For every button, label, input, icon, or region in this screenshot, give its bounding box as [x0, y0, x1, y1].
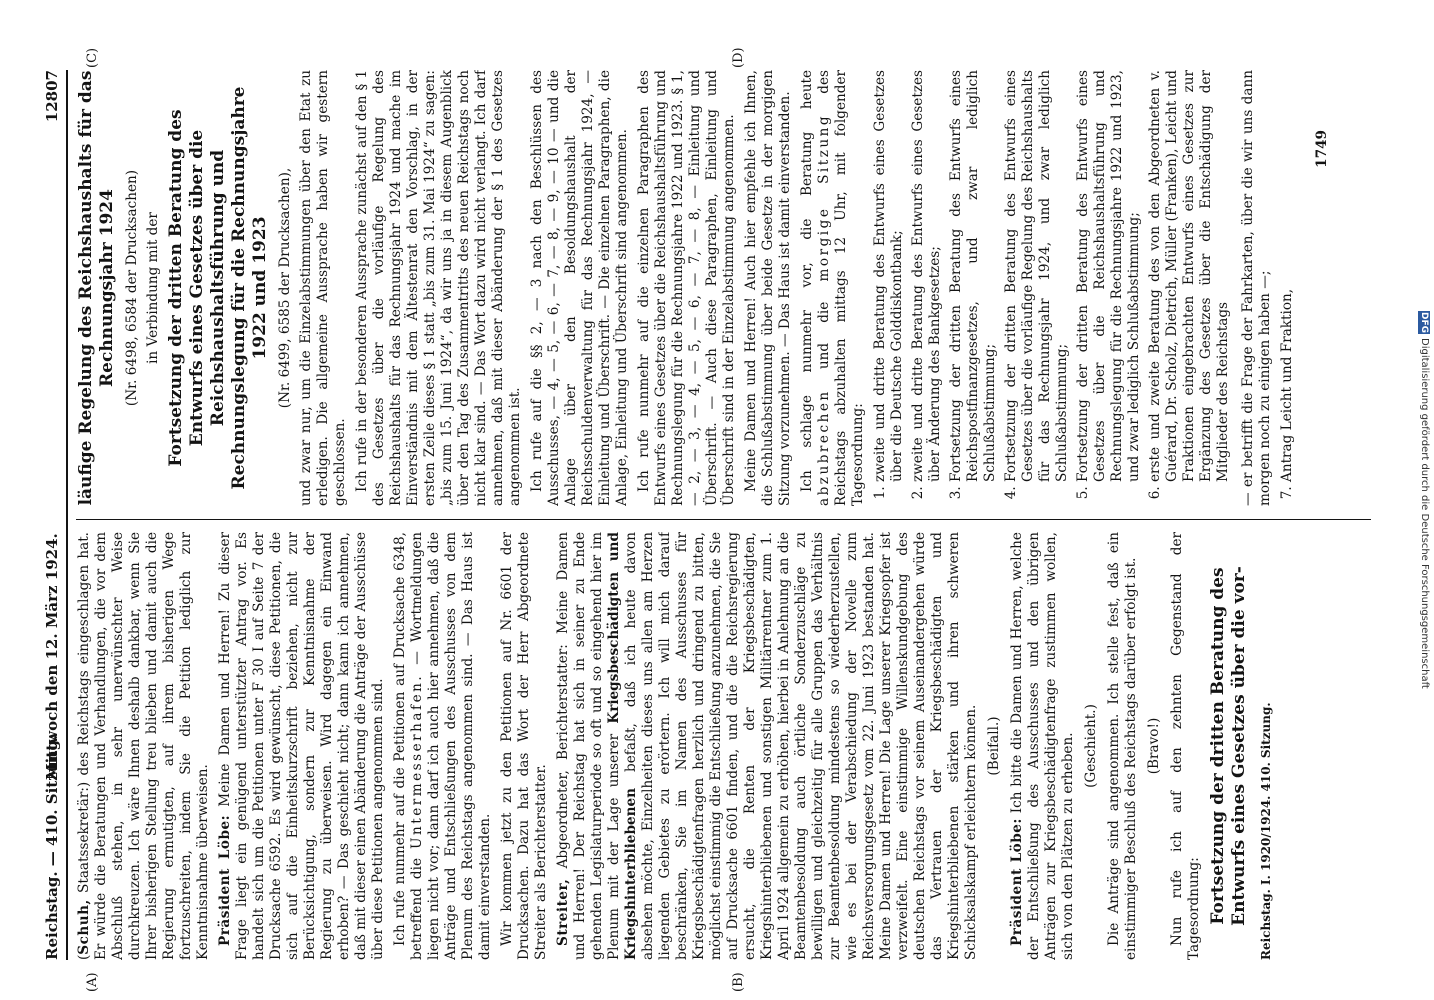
speaker-name: Präsident Löbe:: [1009, 818, 1025, 946]
emphasized-text: Untermesserhafen.: [409, 673, 425, 849]
paragraph-text: Die Anträge sind angenommen. Ich stelle fest, daß ein einstimmiger Beschluß des Reichstags darüber erfolgt ist.: [1106, 532, 1139, 960]
margin-mark-b: (B): [731, 972, 746, 992]
emphasized-text: Kriegsbeschädigten und Kriegshinterbliebenen: [606, 532, 639, 960]
interjection: (Bravo!): [1146, 717, 1162, 775]
agenda-item: 4. Fortsetzung der dritten Beratung des Entwurfs eines Gesetzes über die vorläufige Regelung des Reichshaushalts für das Rechnungsjahr 1924, und zwar lediglich Schlußabstimmung;: [1003, 70, 1071, 482]
paragraph-text: und die: [816, 301, 832, 370]
paragraph-text: Nun rufe ich auf den zehnten Gegenstand der Tagesordnung:: [1169, 532, 1202, 960]
footer: Reichstag. I. 1920/1924. 410. Sitzung.: [1259, 702, 1273, 960]
header-date: Mittwoch den 12. März 1924.: [43, 533, 61, 780]
paragraph-text: Ich bitte die Damen und Herren, welche der Entschließung des Ausschusses und den übrigen Anträgen zur Kriegsbeschädigtenfrage zustimmen wollen, sich von den Plätzen zu erheben.: [1009, 532, 1076, 960]
paragraph: Ich rufe auf die §§ 2, — 3 nach den Beschlüssen des Ausschusses, — 4, — 5, — 6, — 7, — 8, — 9, — 10 — und die Anlage über den Besoldungshaushalt der Reichsschuldenverwaltung für das Rechnungsjahr 1924, — Einleitung und Überschrift. — Die einzelnen Paragraphen, die Anlage, Einleitung und Überschrift sind angenommen.: [529, 70, 630, 506]
digitization-text: Digitalisierung gefördert durch die Deutsche Forschungsgemeinschaft: [1419, 338, 1430, 689]
paragraph: [392, 532, 494, 960]
emphasized-text: abzubrechen: [816, 389, 832, 506]
page-number: 12807: [43, 70, 61, 123]
agenda-title: Fortsetzung der dritten Beratung des Entwurfs eines Gesetzes über die vor-: [1208, 566, 1249, 926]
column-rule: [76, 519, 1371, 520]
agenda-subtitle: in Verbindung mit der: [145, 212, 161, 364]
paragraph-text: Ich rufe nunmehr auf die Petitionen auf Drucksache 6348, betreffend die: [392, 532, 425, 960]
agenda-item: 3. Fortsetzung der dritten Beratung des Entwurfs eines Reichspostfinanzgesetzes, und zwar lediglich Schlußabstimmung;: [948, 70, 999, 482]
paragraph: [1009, 532, 1077, 960]
paragraph: [799, 70, 867, 506]
paragraph: und zwar nur, um die Einzelabstimmungen über den Etat zu erledigen. Die allgemeine Aussprache haben wir gestern geschlossen.: [298, 70, 348, 506]
paragraph: Ich rufe in der besonderen Aussprache zunächst auf den § 1 des Gesetzes über die vorläufige Regelung des Reichshaushalts für das Rechnungsjahr 1924 und mache im Einverständnis mit dem Ältestenrat den Vorschlag, in der ersten Zeile dieses § 1 statt „bis zum 31. Mai 1924“ zu sagen: „bis zum 15. Juni 1924“, da wir uns ja in diesem Augenblick über den Tag des Zusammentritts des neuen Reichstags noch nicht klar sind. — Das Wort dazu wird nicht verlangt. Ich darf annehmen, daß mit dieser Abänderung der § 1 des Gesetzes angenommen ist.: [354, 70, 523, 506]
paragraph: Meine Damen und Herren! Auch hier empfehle ich Ihnen, die Schlußabstimmung über beide Gesetze in der morgigen Sitzung vorzunehmen. — Das Haus ist damit einverstanden.: [743, 70, 793, 506]
interjection: (Beifall.): [986, 716, 1002, 776]
header-left: Reichstag. — 410. Sitzung.: [43, 734, 61, 960]
margin-mark-a: (A): [85, 972, 100, 992]
paragraph: (Schuh, Staatssekretär:) des Reichstags eingeschlagen hat. Er würde die Beratungen und Verhandlungen, die vor dem Abschluß stehen, in sehr unerwünschter Weise durchkreuzen. Ich wäre Ihnen deshalb dankbar, wenn Sie Ihrer bisherigen Stellung treu blieben und damit auch die Regierung ermutigten, auf ihrem bisherigen Wege fortzuschreiten, indem Sie die Petition lediglich zur Kenntnisnahme überweisen.: [76, 532, 211, 960]
paragraph: [555, 532, 980, 960]
paragraph: [217, 532, 387, 960]
margin-mark-d: (D): [731, 47, 746, 68]
speaker-name: Schuh,: [76, 899, 92, 955]
paragraph: [499, 532, 550, 960]
left-column: [76, 532, 1376, 960]
agenda-subtitle: (Nr. 6499, 6585 der Drucksachen),: [277, 167, 293, 409]
agenda-item: 6. erste und zweite Beratung des von den Abgeordneten v. Guérard, Dr. Scholz, Dietrich, Müller (Franken), Leicht und Fraktionen eingebrachten Entwurfs eines Gesetzes zur Ergänzung des Gesetzes über die Entschädigung der Mitglieder des Reichstags: [1147, 70, 1232, 482]
paragraph-text: — Wortmeldungen liegen nicht vor; dann darf ich auch hier annehmen, daß die Anträge und Entschließungen des Ausschusses von dem Plenum des Reichstags angenommen sind. — Das Haus ist damit einverstanden.: [409, 532, 493, 960]
rotated-page: [40, 47, 1380, 992]
digitization-note: [1418, 8, 1430, 992]
paragraph-text: befaßt, daß ich heute davon absehen möchte, Einzelheiten dieses uns allen am Herzen liegenden Gebietes zu erörtern. Ich will mich darauf beschränken, Sie im Namen des Ausschusses für Kriegsbeschädigtenfragen herzlich und dringend zu bitten, möglichst einstimmig die Entschließung anzunehmen, die Sie auf Drucksache 6601 finden, und die die Reichsregierung ersucht, die Renten der Kriegsbeschädigten, Kriegshinterbliebenen und sonstigen Militärrentner zum 1. April 1924 allgemein zu erhöhen, hierbei in Anlehnung an die Beamtenbesoldung auch örtliche Sonderzuschläge zu bewilligen und gleichzeitig für alle Gruppen das Verhältnis zur Beamtenbesoldung mindestens so wiederherzustellen, wie es bei der Verabschiedung der Novelle zum Reichsversorgungsgesetz vom 22. Juni 1923 bestanden hat. Meine Damen und Herren! Die Lage unserer Kriegsopfer ist verzweifelt. Eine einstimmige Willenskundgebung des deutschen Reichstags vor seinem Auseinandergehen würde das Vertrauen der Kriegsbeschädigten und Kriegshinterbliebenen stärken und ihren schweren Schicksalskampf erleichtern können.: [623, 532, 979, 960]
paragraph-text: Meine Damen und Herren! Der Reichstag hat sich in seiner zu Ende gehenden Legislaturperiode so oft und so eingehend hier im Plenum mit der Lage unserer: [555, 532, 622, 960]
dfg-logo: DFG: [1419, 312, 1429, 334]
paragraph-text: Wir kommen jetzt zu den Petitionen auf Nr. 6601 der Drucksachen. Dazu hat das Wort der Herr Abgeordnete Streiter als Berichterstatter.: [499, 532, 549, 960]
agenda-list: [872, 70, 1232, 506]
speaker-role: Staatssekretär:: [76, 787, 92, 893]
paragraph: Ich rufe nunmehr auf die einzelnen Paragraphen des Entwurfs eines Gesetzes über die Reichshaushaltsführung und Rechnungslegung für die Rechnungsjahre 1922 und 1923. § 1, — 2, — 3, — 4, — 5, — 6, — 7, — 8, — Einleitung und Überschrift. — Auch diese Paragraphen, Einleitung und Überschrift sind in der Einzelabstimmung angenommen.: [636, 70, 737, 506]
paragraph-text: des Reichstags abzuhalten mittags 12 Uhr, mit folgender Tagesordnung:: [816, 70, 866, 506]
paragraph: [1106, 532, 1140, 960]
speaker-name: Präsident Löbe:: [217, 814, 233, 946]
speaker-role: Abgeordneter, Berichterstatter:: [555, 644, 571, 869]
agenda-item: 2. zweite und dritte Beratung des Entwurfs eines Gesetzes über Änderung des Bankgesetzes;: [910, 70, 944, 482]
emphasized-text: morgige Sitzung: [816, 113, 832, 282]
paragraph-text: Ich schlage nunmehr vor, die Beratung heute: [799, 70, 815, 492]
agenda-subtitle: (Nr. 6498, 6584 der Drucksachen): [124, 169, 140, 407]
margin-mark-c: (C): [85, 47, 100, 68]
right-column: [76, 70, 1376, 506]
interjection: (Geschieht.): [1083, 704, 1099, 788]
agenda-item: 5. Fortsetzung der dritten Beratung des Entwurfs eines Gesetzes über die Reichshaushaltsführung und Rechnungslegung für die Rechnungsjahre 1922 und 1923, und zwar lediglich Schlußabstimmung;: [1075, 70, 1143, 482]
agenda-title: läufige Regelung des Reichshaushalts für das Rechnungsjahr 1924: [76, 70, 117, 506]
agenda-item: 7. Antrag Leicht und Fraktion,: [1279, 70, 1296, 482]
speaker-name: Streiter,: [555, 878, 571, 946]
agenda-list: [1279, 70, 1296, 506]
page-signature: 1749: [1314, 130, 1330, 168]
paragraph-text: Meine Damen und Herren! Zu dieser Frage liegt ein genügend unterstützter Antrag vor. Es handelt sich um die Petitionen unter F 30 I auf Seite 7 der Drucksache 6592. Es wird gewünscht, diese Petitionen, die sich auf die Einheitskurzschrift beziehen, nicht zur Berücksichtigung, sondern zur Kenntnisnahme der Regierung zu überweisen. Wird dagegen ein Einwand erhoben? — Das geschieht nicht; dann kann ich annehmen, daß mit dieser einen Abänderung die Anträge der Ausschüsse über diese Petitionen angenommen sind.: [217, 532, 386, 960]
agenda-item: 1. zweite und dritte Beratung des Entwurfs eines Gesetzes über die Deutsche Golddiskontbank;: [872, 70, 906, 482]
paragraph: [1169, 532, 1203, 960]
paragraph-text: des Reichstags eingeschlagen hat. Er würde die Beratungen und Verhandlungen, die vor dem Abschluß stehen, in sehr unerwünschter Weise durchkreuzen. Ich wäre Ihnen deshalb dankbar, wenn Sie Ihrer bisherigen Stellung treu blieben und damit auch die Regierung ermutigten, auf ihrem bisherigen Wege fortzuschreiten, indem Sie die Petition lediglich zur Kenntnisnahme überweisen.: [76, 532, 211, 960]
agenda-title: Fortsetzung der dritten Beratung des Entwurfs eines Gesetzes über die Reichshaushaltsführung und Rechnungslegung für die Rechnungsjahre 1922 und 1923: [166, 86, 270, 490]
running-head: [40, 70, 68, 960]
page-frame: [40, 47, 1380, 992]
paragraph: — er betrifft die Frage der Fahrkarten, über die wir uns dann morgen noch zu einigen haben —;: [1240, 70, 1273, 506]
